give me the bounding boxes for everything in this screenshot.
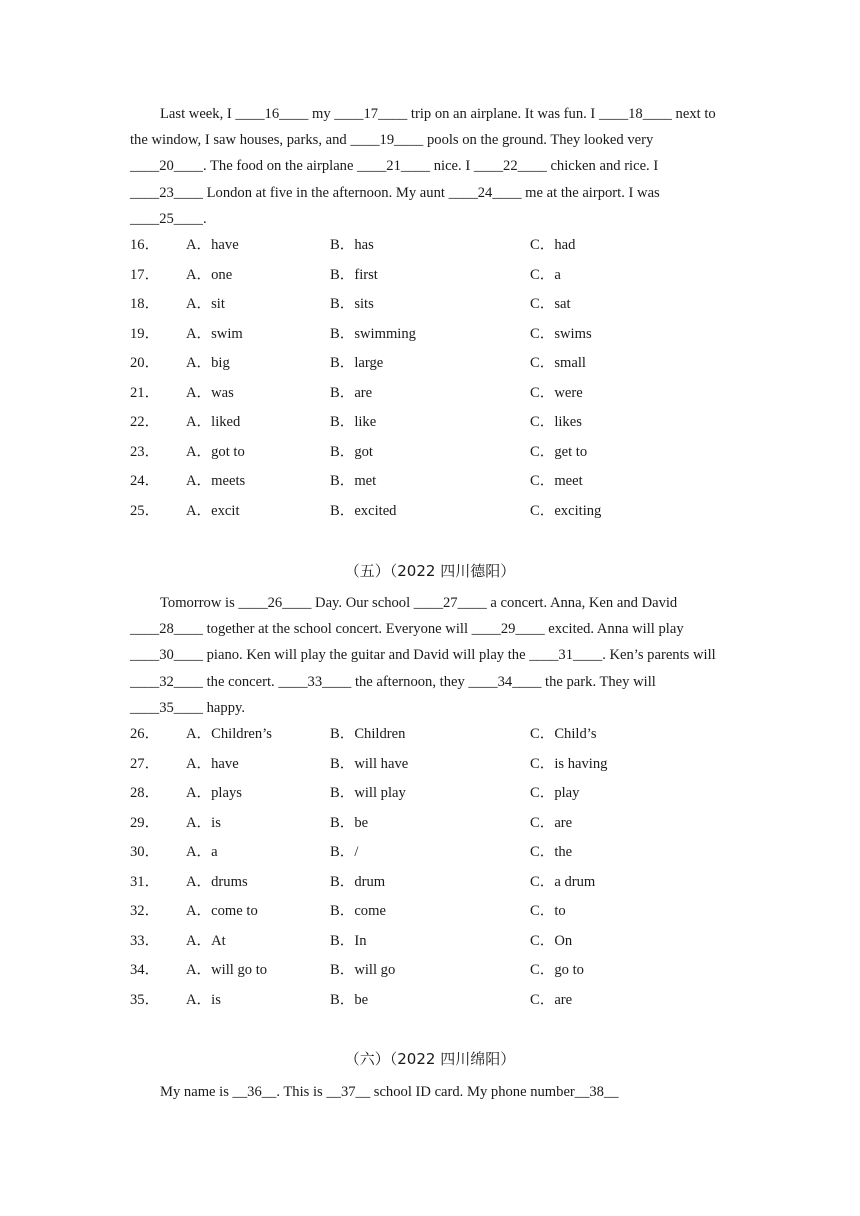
option-b: B．met (330, 473, 377, 489)
option-b: B．large (330, 355, 384, 371)
option-c: C．get to (530, 443, 588, 460)
option-c: C．sat (530, 296, 571, 312)
passage-section-5: Tomorrow is ____26____ Day. Our school ____27____ a concert. Anna, Ken and David ____28____ together at the school concert. Everyone will ____29____ excited. Anna will play ____30____ piano. Ken will play the guitar and David will play the ____31____. Ken’s parents will ____32____ the concert. ____33____ the afternoon, they ____34____ the park. They will ____35____ happy. (130, 595, 716, 716)
option-c: C．likes (530, 414, 582, 430)
option-b: B．are (330, 384, 373, 401)
option-c: C．had (530, 237, 576, 253)
option-a: A．excit (186, 502, 240, 519)
option-c: C．go to (530, 962, 584, 979)
option-a: A．a (186, 844, 218, 861)
question-number: 16． (130, 237, 160, 253)
option-a: A．is (186, 991, 221, 1008)
option-c: C．play (530, 785, 580, 802)
option-a: A．will go to (186, 962, 268, 979)
option-b: B．/ (330, 844, 359, 861)
option-a: A．got to (186, 443, 245, 460)
option-b: B．will have (330, 755, 409, 772)
option-c: C．to (530, 903, 566, 920)
option-a: A．sit (186, 296, 225, 312)
section-heading-5: （五）（2022 四川德阳） (344, 562, 516, 580)
option-a: A．At (186, 932, 226, 949)
option-a: A．was (186, 384, 234, 401)
option-b: B．sits (330, 296, 374, 312)
option-b: B．be (330, 991, 369, 1008)
option-c: C．a drum (530, 873, 596, 890)
option-c: C．meet (530, 473, 583, 489)
option-a: A．big (186, 355, 230, 371)
question-number: 22． (130, 414, 160, 430)
option-a: A．drums (186, 873, 248, 890)
question-number: 18． (130, 296, 160, 312)
option-a: A．is (186, 814, 221, 831)
question-number: 31． (130, 873, 160, 890)
question-number: 20． (130, 355, 160, 371)
question-number: 23． (130, 443, 160, 460)
question-number: 32． (130, 903, 160, 920)
option-b: B．excited (330, 502, 397, 519)
option-c: C．exciting (530, 502, 602, 519)
option-a: A．have (186, 237, 239, 253)
option-c: C．were (530, 384, 583, 401)
option-b: B．will play (330, 785, 406, 802)
option-a: A．liked (186, 414, 241, 430)
option-a: A．have (186, 755, 239, 772)
option-b: B．come (330, 903, 386, 920)
option-a: A．come to (186, 903, 258, 920)
option-c: C．Child’s (530, 726, 597, 742)
question-number: 17． (130, 266, 160, 283)
option-c: C．the (530, 844, 573, 861)
question-number: 27． (130, 755, 160, 772)
question-number: 29． (130, 814, 160, 831)
option-b: B．Children (330, 726, 406, 742)
option-b: B．drum (330, 873, 386, 890)
question-number: 24． (130, 473, 160, 489)
option-a: A．plays (186, 785, 242, 802)
question-number: 26． (130, 726, 160, 742)
question-number: 28． (130, 785, 160, 802)
option-c: C．On (530, 932, 573, 949)
question-number: 33． (130, 932, 160, 949)
option-a: A．meets (186, 473, 246, 489)
option-b: B．first (330, 266, 378, 283)
question-number: 30． (130, 844, 160, 861)
option-c: C．are (530, 814, 573, 831)
option-b: B．got (330, 443, 373, 460)
question-number: 34． (130, 962, 160, 979)
option-b: B．swimming (330, 325, 416, 342)
passage-section-6: My name is __36__. This is __37__ school ID card. My phone number__38__ (160, 1084, 619, 1100)
question-number: 25． (130, 502, 160, 519)
option-b: B．be (330, 814, 369, 831)
option-b: B．In (330, 932, 367, 949)
question-number: 21． (130, 384, 160, 401)
option-b: B．has (330, 237, 374, 253)
option-b: B．will go (330, 962, 396, 979)
option-c: C．a (530, 266, 561, 283)
question-number: 35． (130, 991, 160, 1008)
section-heading-6: （六）（2022 四川绵阳） (344, 1050, 516, 1068)
option-c: C．swims (530, 325, 592, 342)
option-c: C．is having (530, 755, 608, 772)
option-b: B．like (330, 414, 377, 430)
option-a: A．swim (186, 325, 243, 342)
option-c: C．are (530, 991, 573, 1008)
passage-section-4: Last week, I ____16____ my ____17____ trip on an airplane. It was fun. I ____18____ next to the window, I saw houses, parks, and ____19____ pools on the ground. They looked very ____20____. The food on the airplane ____21____ nice. I ____22____ chicken and rice. I ____23____ London at five in the afternoon. My aunt ____24____ me at the airport. I was ____25____. (130, 106, 716, 227)
question-number: 19． (130, 325, 160, 342)
option-a: A．one (186, 266, 233, 283)
option-a: A．Children’s (186, 726, 272, 742)
option-c: C．small (530, 355, 586, 371)
